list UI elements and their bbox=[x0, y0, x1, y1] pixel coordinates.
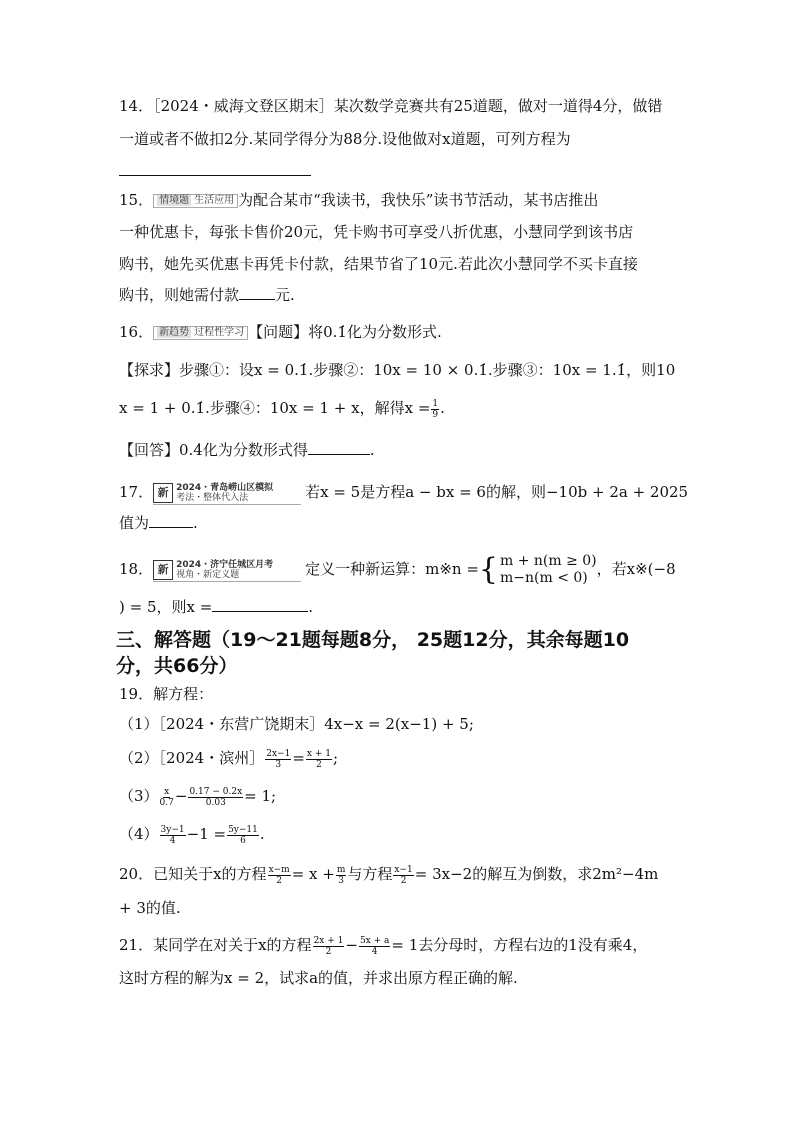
section-3-heading-line1: 三、解答题（19～21题每题8分， 25题12分，其余每题10 bbox=[116, 629, 630, 651]
q17-line1: 17． 新 2024・青岛崂山区模拟 考法・整体代入法 若x = 5是方程a − bx = 6的解，则−10b + 2a + 2025 bbox=[119, 482, 689, 503]
q18-line2: ) = 5，则x = . bbox=[119, 598, 314, 616]
q15-line1 bbox=[119, 189, 598, 211]
q15-tag: 情境题 生活应用 bbox=[153, 194, 238, 208]
q15-number: 15． bbox=[119, 191, 154, 209]
q19-part4: （4） $\frac{3y-1}{4}$ −1 = $\frac{5y-11}{6}$ . bbox=[119, 824, 265, 846]
q16-explore1: 【探求】步骤①：设x = 0.1̇.步骤②：10x = 10 × 0.1̇.步骤③：10x = 1.1̇，则10 bbox=[119, 361, 676, 379]
q17-tag: 新 2024・青岛崂山区模拟 考法・整体代入法 bbox=[153, 482, 301, 505]
q20-line1: 20．已知关于x的方程 $\frac{x-m}{2}$ = x + $\frac{m}{3}$ 与方程 $\frac{x-1}{2}$ = 3x−2的解互为倒数，求2m²−4m bbox=[119, 864, 659, 886]
q15-line2: 一种优惠卡，每张卡售价20元，凭卡购书可享受八折优惠，小慧同学到该书店 bbox=[119, 223, 634, 241]
q19-part3: （3） $\frac{x}{0.7}$ − $\frac{0.17 - 0.2x}{0.03}$ = 1; bbox=[119, 786, 277, 808]
q14-answer-blank bbox=[119, 160, 311, 182]
section-3-heading-line2: 分，共66分） bbox=[116, 655, 238, 677]
q21-line2: 这时方程的解为x = 2，试求a的值，并求出原方程正确的解. bbox=[119, 969, 518, 987]
q15-text1: 为配合某市“我读书，我快乐”读书节活动，某书店推出 bbox=[238, 191, 599, 209]
q14-line2: 一道或者不做扣2分.某同学得分为88分.设他做对x道题，可列方程为 bbox=[119, 130, 571, 148]
q16-problem: 【问题】将0.1̇化为分数形式. bbox=[248, 323, 442, 341]
q16-explore2: x = 1 + 0.1̇.步骤④：10x = 1 + x，解得x = $\frac{1}{9}$ . bbox=[119, 398, 445, 420]
q19-title: 19．解方程： bbox=[119, 685, 214, 703]
q15-line4: 购书，则她需付款 元. bbox=[119, 286, 295, 304]
q17-line2: 值为 . bbox=[119, 514, 198, 532]
q16-number: 16． bbox=[119, 323, 154, 341]
q20-line2: + 3的值. bbox=[119, 899, 181, 917]
q19-part1: （1）［2024・东营广饶期末］4x−x = 2(x−1) + 5; bbox=[119, 715, 474, 733]
q16-answer: 【回答】0.4̇化为分数形式得 . bbox=[119, 441, 375, 459]
q18-tag: 新 2024・济宁任城区月考 视角・新定义题 bbox=[153, 559, 301, 582]
q14-line1: 14．［2024・威海文登区期末］某次数学竞赛共有25道题，做对一道得4分，做错 bbox=[119, 97, 663, 115]
piecewise-definition: { m + n(m ≥ 0) m−n(m < 0) bbox=[478, 552, 597, 587]
q19-part2: （2）［2024・滨州］ $\frac{2x-1}{3}$ = $\frac{x + 1}{2}$ ; bbox=[119, 748, 339, 770]
q15-line3: 购书，她先买优惠卡再凭卡付款，结果节省了10元.若此次小慧同学不买卡直接 bbox=[119, 255, 638, 273]
q16-line1 bbox=[119, 321, 442, 343]
q18-text: 定义一种新运算：m※n = bbox=[305, 560, 479, 578]
fraction-1-9: $\frac{1}{9}$ bbox=[432, 398, 439, 420]
q16-tag: 新趋势 过程性学习 bbox=[153, 326, 248, 340]
q21-line1: 21．某同学在对关于x的方程 $\frac{2x + 1}{2}$ − $\frac{5x + a}{4}$ = 1去分母时，方程右边的1没有乘4， bbox=[119, 935, 648, 957]
q18-line1: 18． 新 2024・济宁任城区月考 视角・新定义题 定义一种新运算：m※n = { m + n(m ≥ 0) m−n(m < 0) ，若x※(−8 bbox=[119, 552, 676, 587]
q17-text: 若x = 5是方程a − bx = 6的解，则−10b + 2a + 2025 bbox=[305, 483, 689, 501]
